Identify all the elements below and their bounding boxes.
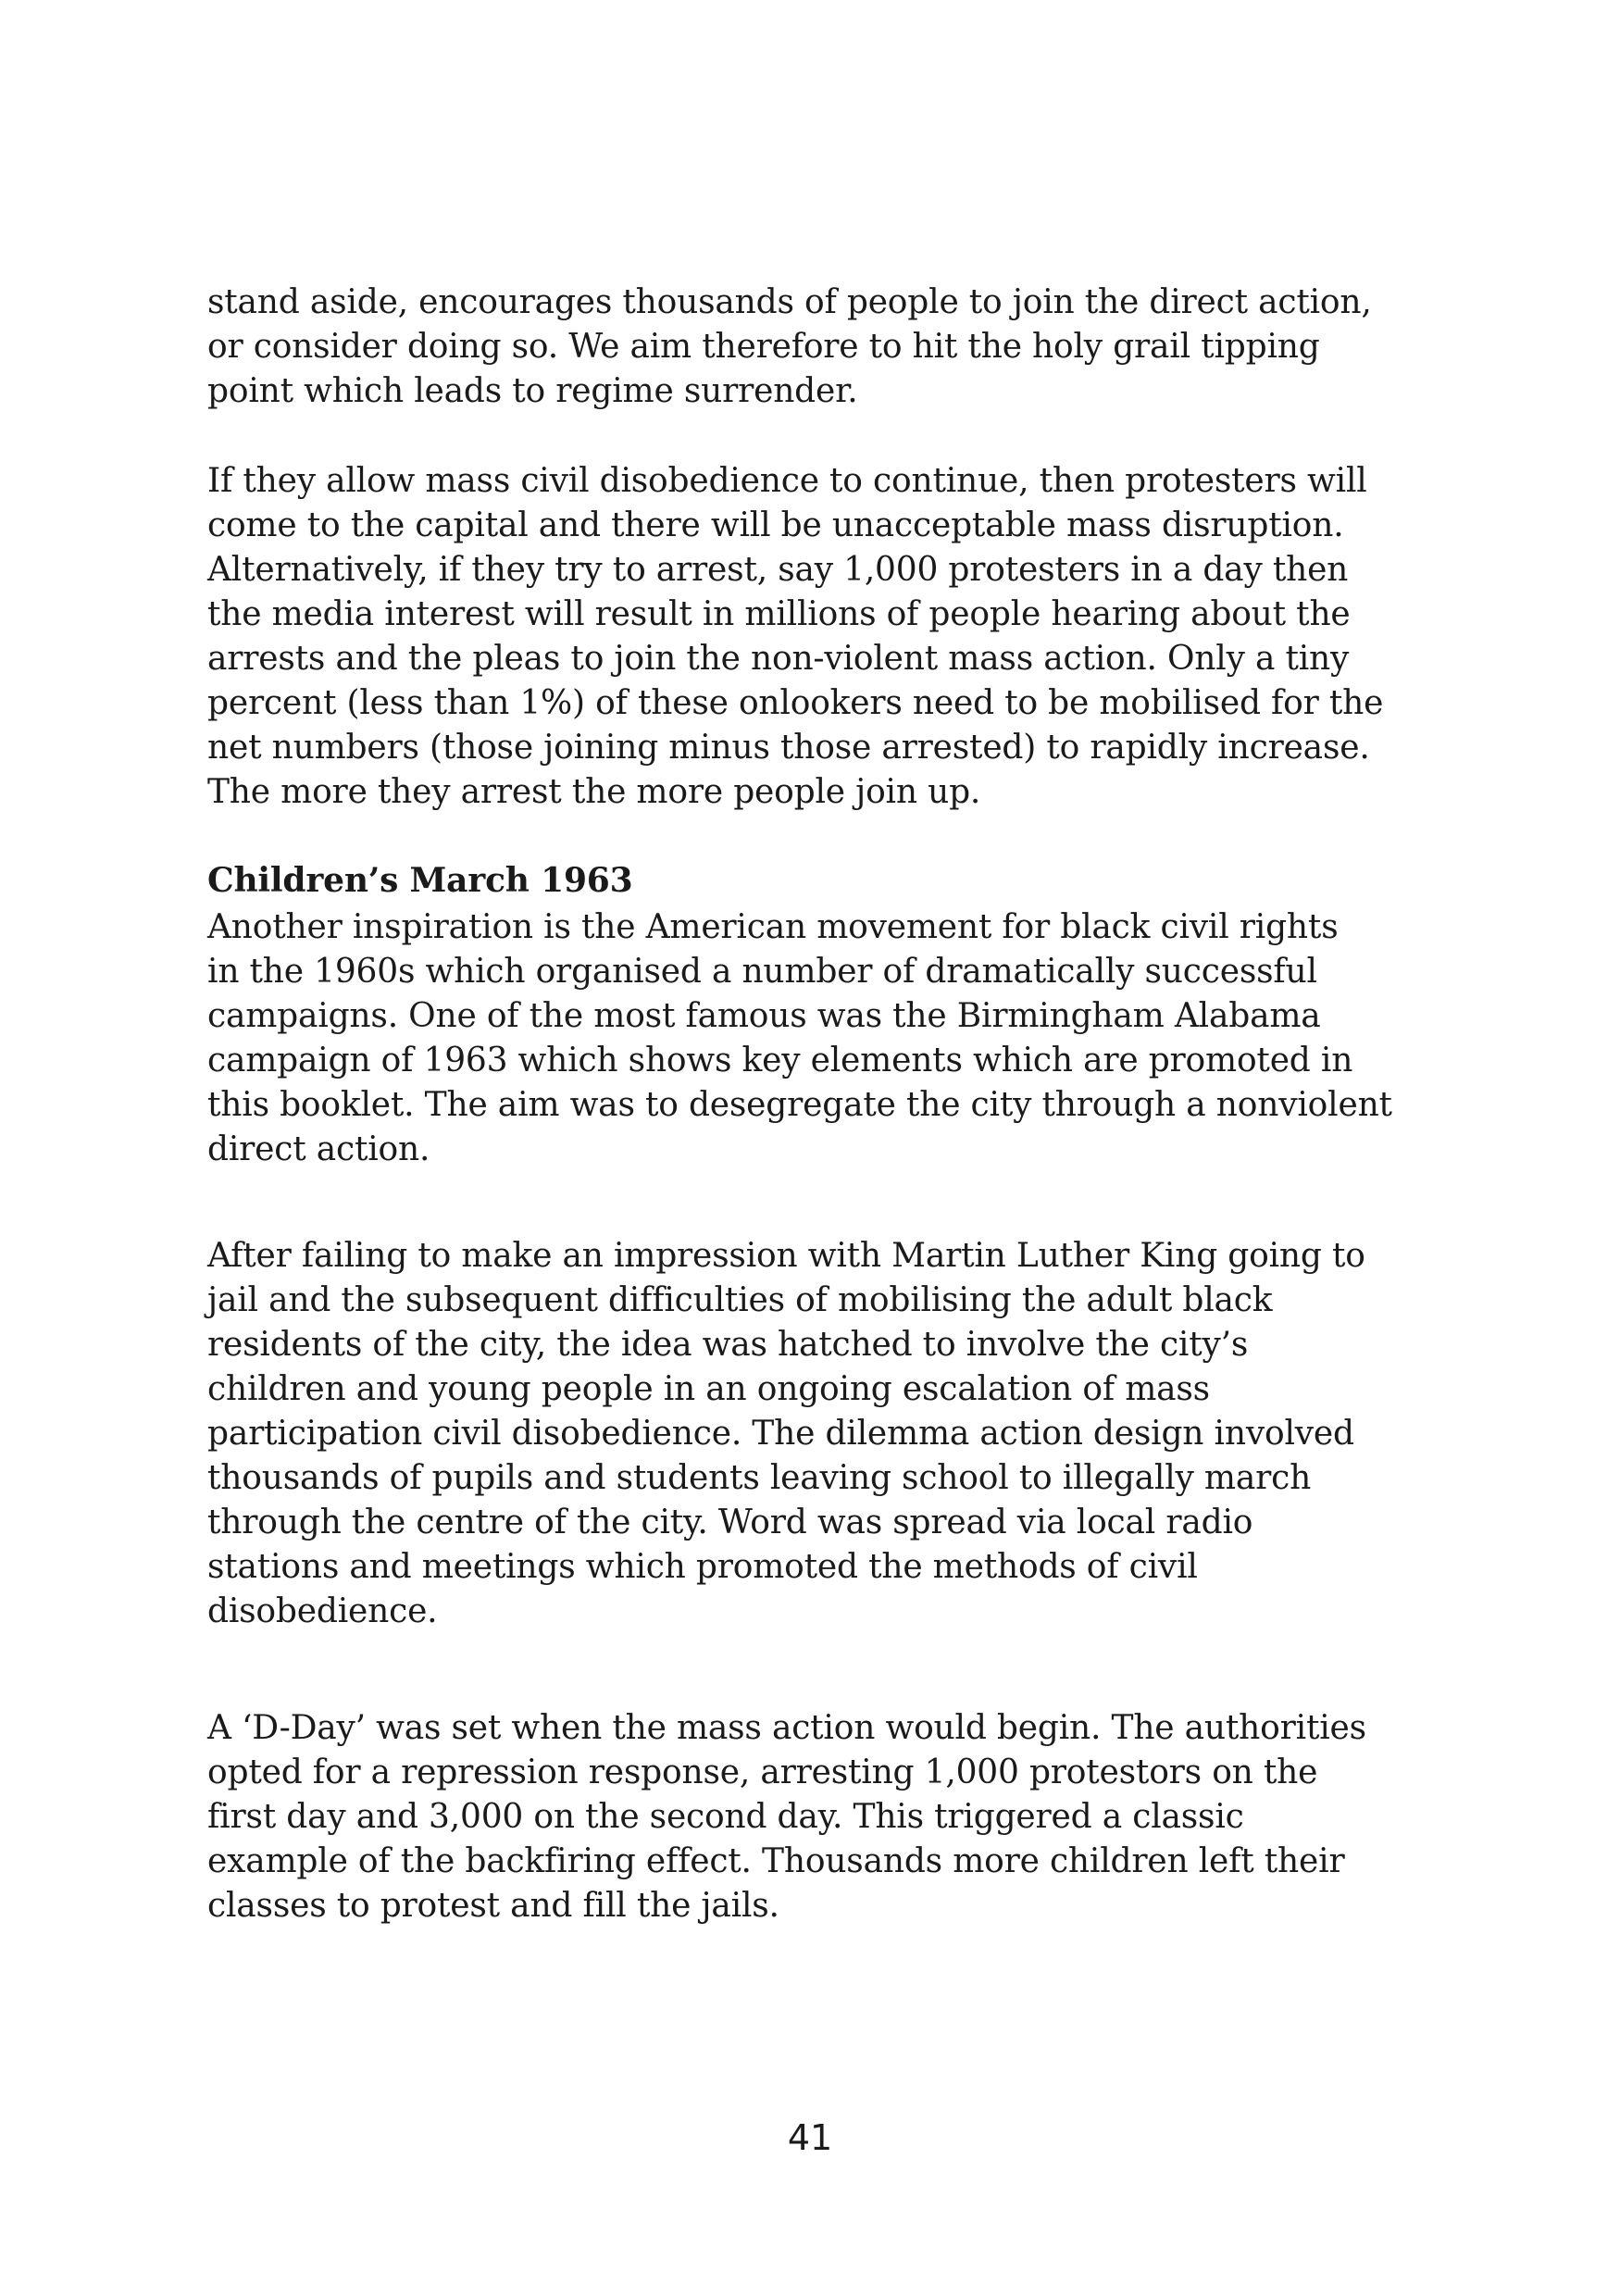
paragraph-line: classes to protest and fill the jails. — [207, 1887, 779, 1925]
paragraph-line: Alternatively, if they try to arrest, say 1,000 protesters in a day then — [207, 551, 1349, 589]
paragraph-line: The more they arrest the more people join up. — [207, 773, 981, 811]
paragraph-line: residents of the city, the idea was hatched to involve the city’s — [207, 1326, 1249, 1364]
paragraph-1 — [207, 281, 1411, 414]
paragraph-line: the media interest will result in millions of people hearing about the — [207, 595, 1351, 633]
paragraph-line: After failing to make an impression with Martin Luther King going to — [207, 1237, 1365, 1275]
paragraph-line: come to the capital and there will be unacceptable mass disruption. — [207, 506, 1344, 544]
paragraph-line: stations and meetings which promoted the methods of civil — [207, 1548, 1198, 1586]
paragraph-line: campaigns. One of the most famous was the Birmingham Alabama — [207, 997, 1321, 1035]
paragraph-line: arrests and the pleas to join the non-violent mass action. Only a tiny — [207, 640, 1350, 678]
paragraph-line: or consider doing so. We aim therefore to hit the holy grail tipping — [207, 328, 1320, 366]
paragraph-line: point which leads to regime surrender. — [207, 372, 858, 410]
paragraph-line: A ‘D-Day’ was set when the mass action would begin. The authorities — [207, 1709, 1366, 1747]
paragraph-line: thousands of pupils and students leaving school to illegally march — [207, 1459, 1312, 1497]
paragraph-line: direct action. — [207, 1130, 430, 1168]
paragraph-line: this booklet. The aim was to desegregate the city through a nonviolent — [207, 1086, 1392, 1124]
paragraph-4 — [207, 1234, 1411, 1634]
paragraph-3 — [207, 905, 1411, 1172]
paragraph-line: disobedience. — [207, 1592, 438, 1630]
paragraph-line: net numbers (those joining minus those arrested) to rapidly increase. — [207, 729, 1370, 767]
paragraph-line: jail and the subsequent difficulties of mobilising the adult black — [207, 1281, 1273, 1319]
paragraph-2 — [207, 459, 1411, 815]
paragraph-line: example of the backfiring effect. Thousands more children left their — [207, 1842, 1345, 1880]
paragraph-line: percent (less than 1%) of these onlookers need to be mobilised for the — [207, 684, 1384, 722]
paragraph-line: in the 1960s which organised a number of dramatically successful — [207, 953, 1317, 991]
paragraph-line: through the centre of the city. Word was spread via local radio — [207, 1504, 1253, 1541]
paragraph-line: first day and 3,000 on the second day. This triggered a classic — [207, 1798, 1244, 1836]
paragraph-5 — [207, 1706, 1411, 1928]
section-heading: Children’s March 1963 — [207, 861, 633, 900]
paragraph-line: If they allow mass civil disobedience to continue, then protesters will — [207, 462, 1367, 500]
paragraph-line: Another inspiration is the American movement for black civil rights — [207, 908, 1339, 946]
paragraph-line: opted for a repression response, arresting 1,000 protestors on the — [207, 1753, 1318, 1791]
paragraph-line: participation civil disobedience. The dilemma action design involved — [207, 1415, 1354, 1453]
page-number: 41 — [787, 2117, 833, 2158]
paragraph-line: campaign of 1963 which shows key elements which are promoted in — [207, 1042, 1353, 1079]
paragraph-line: children and young people in an ongoing escalation of mass — [207, 1370, 1210, 1408]
paragraph-line: stand aside, encourages thousands of people to join the direct action, — [207, 283, 1372, 321]
